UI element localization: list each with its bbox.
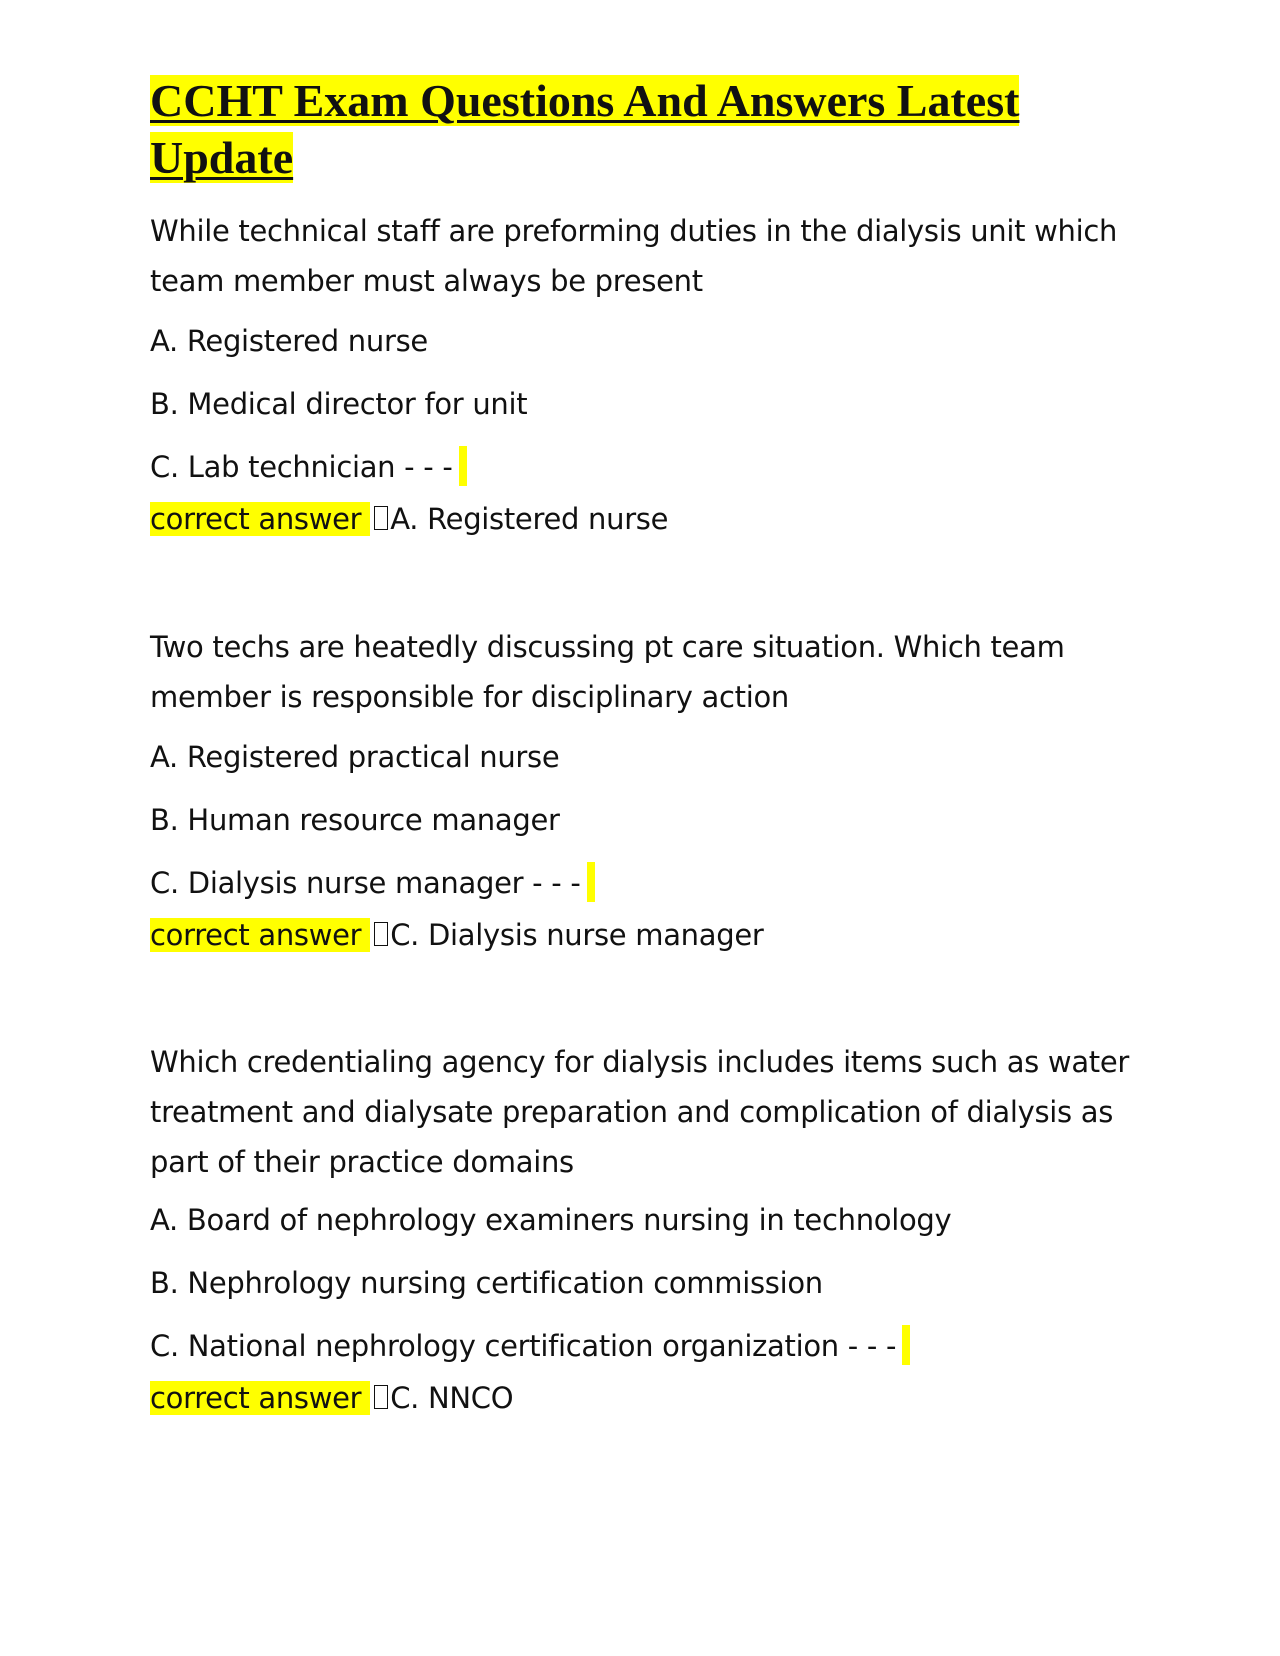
question-2-option-a: A. Registered practical nurse xyxy=(150,740,560,774)
question-1-option-b: B. Medical director for unit xyxy=(150,387,528,421)
question-1-text: While technical staff are preforming duties in the dialysis unit which team member must always be present xyxy=(150,214,1118,298)
question-2-text: Two techs are heatedly discussing pt care situation. Which team member is responsible for disciplinary action xyxy=(150,630,1065,714)
correct-answer-label: correct answer xyxy=(150,918,371,952)
highlight-marker xyxy=(587,862,595,902)
page-title xyxy=(150,72,1130,186)
question-2-option-b: B. Human resource manager xyxy=(150,803,560,837)
page-title-text: CCHT Exam Questions And Answers Latest Update xyxy=(150,75,1020,183)
highlight-marker xyxy=(902,1325,910,1365)
missing-glyph-icon xyxy=(374,922,388,946)
question-2-answer-line xyxy=(150,910,764,960)
question-2-option-c xyxy=(150,858,595,908)
missing-glyph-icon xyxy=(374,1385,388,1409)
question-3-text: Which credentialing agency for dialysis includes items such as water treatment and dialysate preparation and complication of dialysis as part of their practice domains xyxy=(150,1045,1130,1179)
question-2-option-c-text: C. Dialysis nurse manager - - - xyxy=(150,866,581,900)
question-3-answer-line xyxy=(150,1373,513,1423)
question-3-option-c-text: C. National nephrology certification organization - - - xyxy=(150,1329,897,1363)
correct-answer-label: correct answer xyxy=(150,1381,371,1415)
question-1-option-a: A. Registered nurse xyxy=(150,324,428,358)
question-1-answer: A. Registered nurse xyxy=(390,502,669,536)
question-3-option-a: A. Board of nephrology examiners nursing in technology xyxy=(150,1203,952,1237)
correct-answer-label: correct answer xyxy=(150,502,371,536)
question-3-option-b: B. Nephrology nursing certification commission xyxy=(150,1266,823,1300)
missing-glyph-icon xyxy=(374,506,388,530)
question-3-answer: C. NNCO xyxy=(390,1381,514,1415)
question-3-option-c xyxy=(150,1321,910,1371)
question-1-answer-line xyxy=(150,494,668,544)
question-2-answer: C. Dialysis nurse manager xyxy=(390,918,764,952)
question-1-option-c-text: C. Lab technician - - - xyxy=(150,450,453,484)
question-1-option-c xyxy=(150,442,467,492)
highlight-marker xyxy=(459,446,467,486)
